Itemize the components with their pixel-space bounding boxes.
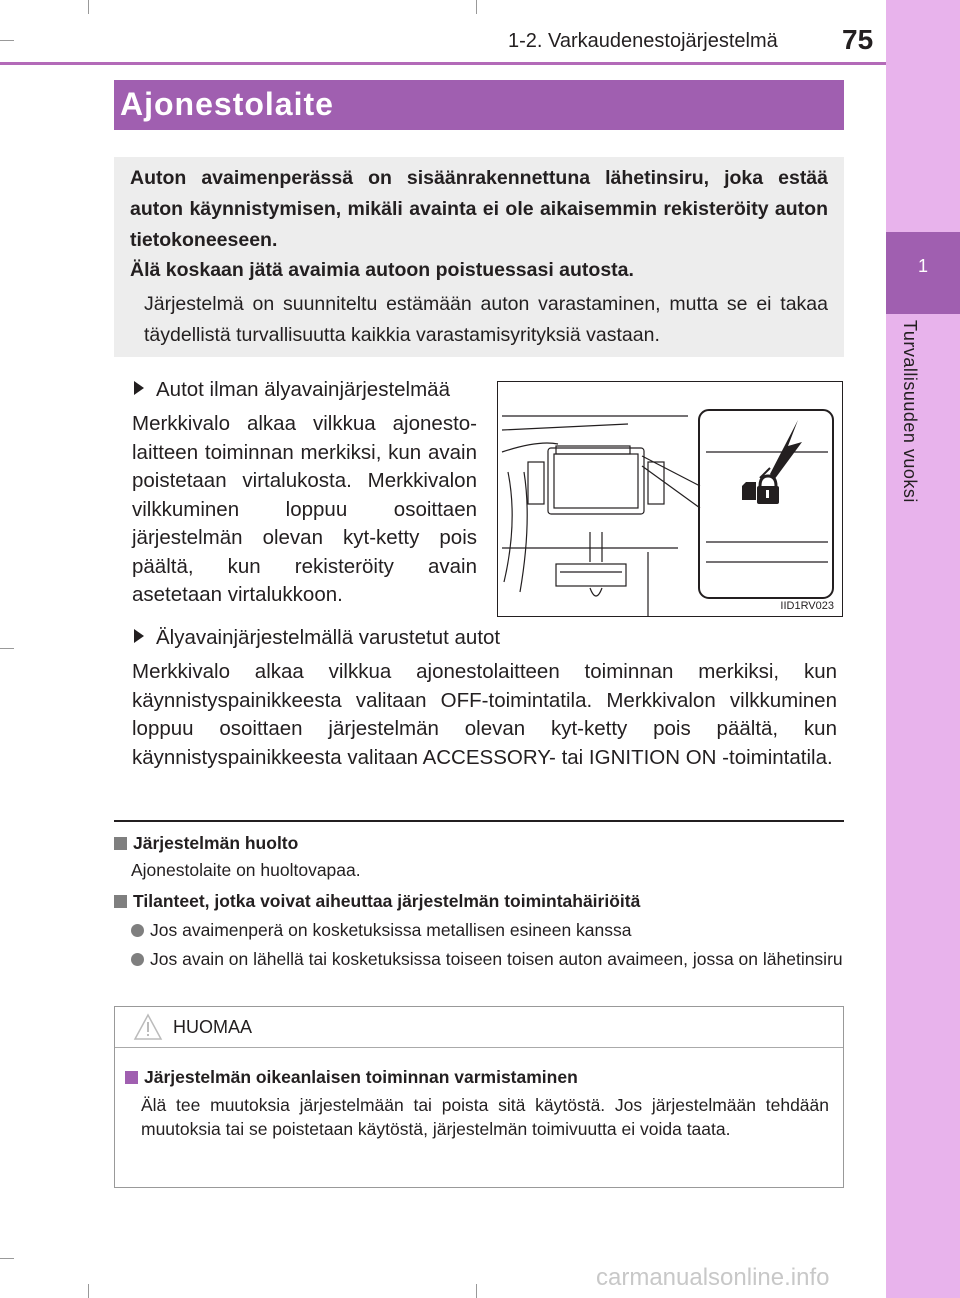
header-rule [0, 62, 886, 65]
warning-triangle-icon [133, 1013, 163, 1041]
crop-mark [0, 40, 14, 41]
crop-mark [476, 1284, 477, 1298]
intro-text: Auton avaimenperässä on sisäänrakennettuna lähetinsiru, joka estää auton käynnistymisen, mikäli avainta ei ole aikaisemmin rekisteröity auton tietokoneeseen. [130, 167, 828, 251]
section-divider [114, 820, 844, 822]
section2-text: Merkkivalo alkaa vilkkua ajonestolaitteen toiminnan merkiksi, kun käynnistyspainikkeesta valitaan OFF-toimintatila. Merkkivalon vilkkuminen loppuu osoittaen järjestelmän olevan kyt-ketty pois päältä, kun käynnistyspainikkeesta valitaan ACCESSORY- tai IGNITION ON -toimintatila. [132, 660, 837, 769]
chapter-side-tab [886, 0, 960, 1298]
malfunction-heading [114, 891, 640, 912]
crop-mark [0, 648, 14, 649]
list-item [131, 947, 843, 971]
crop-mark [88, 0, 89, 14]
page-number: 75 [842, 24, 874, 55]
malfunction-heading-text: Tilanteet, jotka voivat aiheuttaa järjestelmän toimintahäiriöitä [133, 891, 641, 911]
caution-label: HUOMAA [173, 1017, 253, 1037]
page-title: Ajonestolaite [120, 86, 334, 122]
caution-heading-text: Järjestelmän oikeanlaisen toiminnan varmistaminen [144, 1067, 578, 1087]
security-indicator-lock-icon [742, 476, 779, 504]
watermark: carmanualsonline.info [596, 1264, 830, 1291]
crop-mark [88, 1284, 89, 1298]
round-bullet-icon [131, 953, 144, 966]
caution-rule [115, 1047, 843, 1048]
section1-text: Merkkivalo alkaa vilkkua ajonesto-laitteen toiminnan merkiksi, kun avain poistetaan virtalukosta. Merkkivalon vilkkuminen loppuu osoittaen järjestelmän olevan kyt-ketty pois päältä, kun rekisteröity avain asetetaan virtalukkoon. [132, 412, 477, 606]
section2-heading-text: Älyavainjärjestelmällä varustetut autot [156, 626, 501, 649]
page-title-bar [114, 80, 844, 130]
intro-box [114, 157, 844, 357]
list-item-text: Jos avaimenperä on kosketuksissa metallisen esineen kanssa [150, 920, 632, 940]
crop-mark [0, 1258, 14, 1259]
triangle-bullet-icon [134, 629, 144, 643]
list-item-text: Jos avain on lähellä tai kosketuksissa toiseen toisen auton avaimeen, jossa on lähetinsiru [150, 949, 843, 969]
chapter-label: Turvallisuuden vuoksi [900, 320, 920, 503]
maintenance-heading [114, 833, 298, 854]
caution-box [114, 1006, 844, 1188]
caution-heading [125, 1067, 578, 1088]
round-bullet-icon [131, 924, 144, 937]
maintenance-heading-text: Järjestelmän huolto [133, 833, 299, 853]
intro-warning: Älä koskaan jätä avaimia autoon poistuessasi autosta. [130, 259, 634, 281]
section-title: 1-2. Varkaudenestojärjestelmä [508, 30, 778, 52]
maintenance-text: Ajonestolaite on huoltovapaa. [131, 860, 361, 880]
figure-code: IID1RV023 [780, 600, 834, 612]
section2-heading [134, 626, 500, 650]
triangle-bullet-icon [134, 381, 144, 395]
chapter-number: 1 [917, 256, 928, 276]
list-item [131, 918, 843, 942]
dashboard-illustration [498, 382, 842, 616]
square-bullet-icon [125, 1071, 138, 1084]
square-bullet-icon [114, 895, 127, 908]
section1-heading [134, 378, 450, 402]
intro-note: Järjestelmä on suunniteltu estämään auton varastaminen, mutta se ei takaa täydellistä turvallisuutta kaikkia varastamisyrityksiä vastaan. [144, 293, 828, 346]
crop-mark [476, 0, 477, 14]
caution-text: Älä tee muutoksia järjestelmään tai poista sitä käytöstä. Jos järjestelmään tehdään muutoksia tai se poistetaan käytöstä, järjestelmän toimivuutta ei voida taata. [141, 1095, 829, 1139]
square-bullet-icon [114, 837, 127, 850]
section1-heading-text: Autot ilman älyavainjärjestelmää [156, 378, 450, 401]
dashboard-figure [497, 381, 843, 617]
